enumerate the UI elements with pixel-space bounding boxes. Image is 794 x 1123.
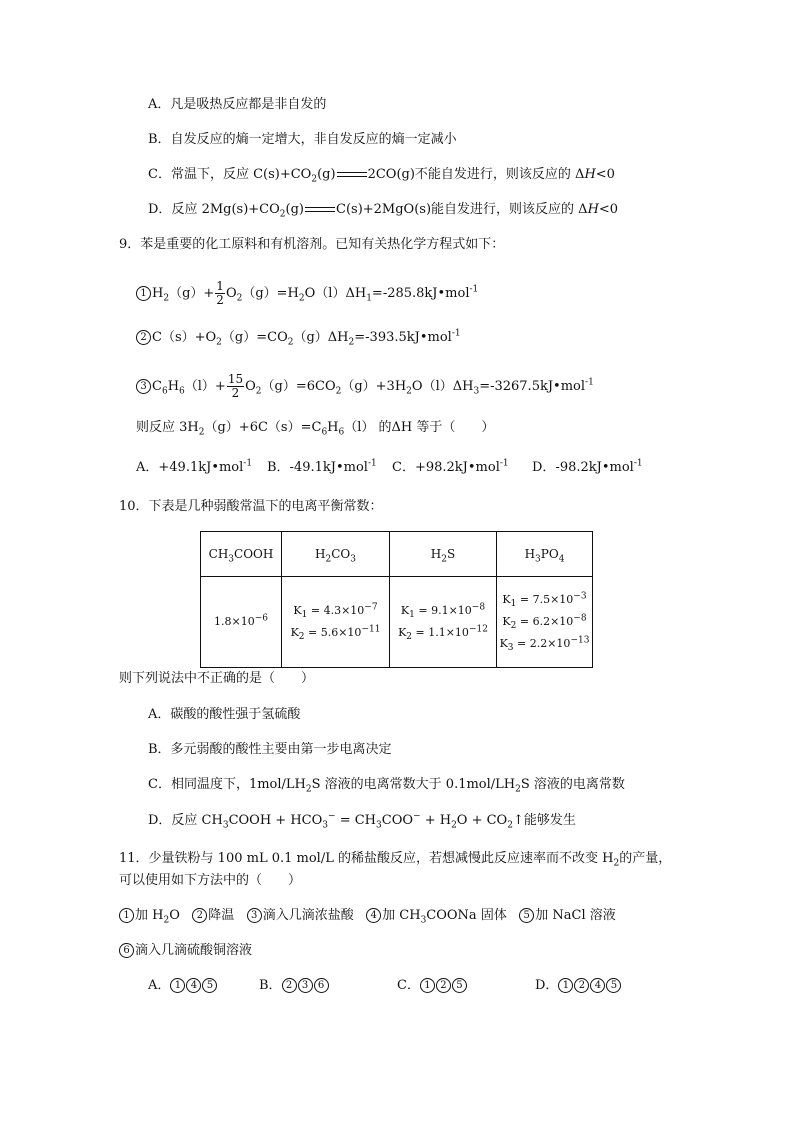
header-ch3cooh: $CH_3COOH$ [201,532,282,577]
cell-h2co3: $K_1 = 4.3\times 10^{-7}$ $K_2 = 5.6\times 10^{-11}$ [282,577,390,668]
q11-option-b: B． 2 3 6 [259,977,330,995]
q10-option-b: B．多元弱酸的酸性主要由第一步电离决定 [148,742,392,757]
circled-number: 2 [136,330,151,345]
q8-option-b: B．自发反应的熵一定增大，非自发反应的熵一定减小 [148,132,457,147]
circled-number: 4 [366,908,381,923]
q8-option-d: D．反应 $2Mg(s)+CO_2(g)$ C(s)+2MgO(s)能自发进行，则该反应的 ΔH<0 [148,202,619,220]
circled-number: 2 [192,908,207,923]
q8-option-c: C．常温下，反应 $C(s)+CO_2(g)$ 2CO(g)不能自发进行，则该反应的 ΔH<0 [148,167,615,185]
circled-number: 3 [247,908,262,923]
q10-option-d: D．反应 $CH_3COOH + HCO_3^- = CH_3COO^- + H_2O$ + $CO_2↑$能够发生 [148,811,576,831]
cell-h2s: $K_1 = 9.1\times 10^{-8}$ $K_2 = 1.1\times 10^{-12}$ [390,577,497,668]
q10-question: 则下列说法中不正确的是（ ） [119,671,315,686]
header-h2co3: $H_2CO_3$ [282,532,390,577]
q11-option-a: A． 1 4 5 [148,977,218,995]
circled-number: 1 [136,286,151,301]
q9-stem: 9．苯是重要的化工原料和有机溶剂。已知有关热化学方程式如下： [119,237,505,252]
equilibrium-sign [305,206,335,214]
fraction: $\frac{1}{2}$ [216,279,224,307]
q9-option-d: D．-98.2kJ•mol$^{-1}$ [532,458,643,475]
q9-option-b: B．-49.1kJ•mol$^{-1}$ [267,458,377,475]
q11-option-c: C． 1 2 5 [397,977,468,995]
table-row [201,577,593,668]
circled-number: 5 [519,908,534,923]
header-h2s: $H_2S$ [390,532,497,577]
q11-option-d: D． 1 2 4 5 [535,977,622,995]
q9-equation-3: 3 $C_6H_6(l)+$ $\frac{15}{2}$ $O_2(g)=6CO_2(g)+3H_2O(l)\Delta H_3=-3267.5kJ•mol^{-1}$ [136,373,594,400]
q11-stem-line-1: 11．少量铁粉与 100 mL 0.1 mol/L 的稀盐酸反应，若想减慢此反应速率而不改变 $H_2$的产量， [119,851,672,869]
ionization-constants-table [200,531,593,668]
q10-option-c: C．相同温度下，$1mol/LH_2S$ 溶液的电离常数大于 $0.1mol/LH_2S$ 溶液的电离常数 [148,777,625,795]
q10-stem: 10．下表是几种弱酸常温下的电离平衡常数： [119,499,383,514]
table-header-row [201,532,593,577]
q10-option-a: A．碳酸的酸性强于氢硫酸 [148,707,301,722]
cell-ch3cooh: $1.8\times 10^{-6}$ [201,577,282,668]
equilibrium-sign [337,171,367,179]
q11-methods-line-2: 6 滴入几滴硫酸铜溶液 [119,942,252,960]
header-h3po4: $H_3PO_4$ [497,532,593,577]
q11-methods-line-1: 1 加 $H_2O$ 2 降温 3 滴入几滴浓盐酸 4 加 $CH_3COONa$ 固体 5 加 NaCl 溶液 [119,907,616,925]
q9-option-a: A．+49.1kJ•mol$^{-1}$ [136,458,253,475]
fraction: $\frac{15}{2}$ [227,372,244,400]
q9-question: 则反应 $3H_2(g)+6C(s)=C_6H_6(l)$ 的ΔH 等于（ ） [136,420,495,438]
q8-option-a: A．凡是吸热反应都是非自发的 [148,97,327,112]
circled-number: 3 [136,379,151,394]
q11-stem-line-2: 可以使用如下方法中的（ ） [119,873,302,888]
circled-number: 6 [119,943,134,958]
circled-number: 1 [119,908,134,923]
cell-h3po4: $K_1 = 7.5\times 10^{-3}$ $K_2 = 6.2\times 10^{-8}$ $K_3 = 2.2\times 10^{-13}$ [497,577,593,668]
q9-option-c: C．+98.2kJ•mol$^{-1}$ [392,458,509,475]
q9-equation-2: 2 $C(s)+O_2(g)=CO_2(g)\Delta H_2=-393.5kJ•mol^{-1}$ [136,329,461,347]
q9-equation-1: 1 $H_2(g)+$ $\frac{1}{2}$ $O_2(g)=H_2O(l)\Delta H_1=-285.8kJ•mol^{-1}$ [136,280,478,307]
